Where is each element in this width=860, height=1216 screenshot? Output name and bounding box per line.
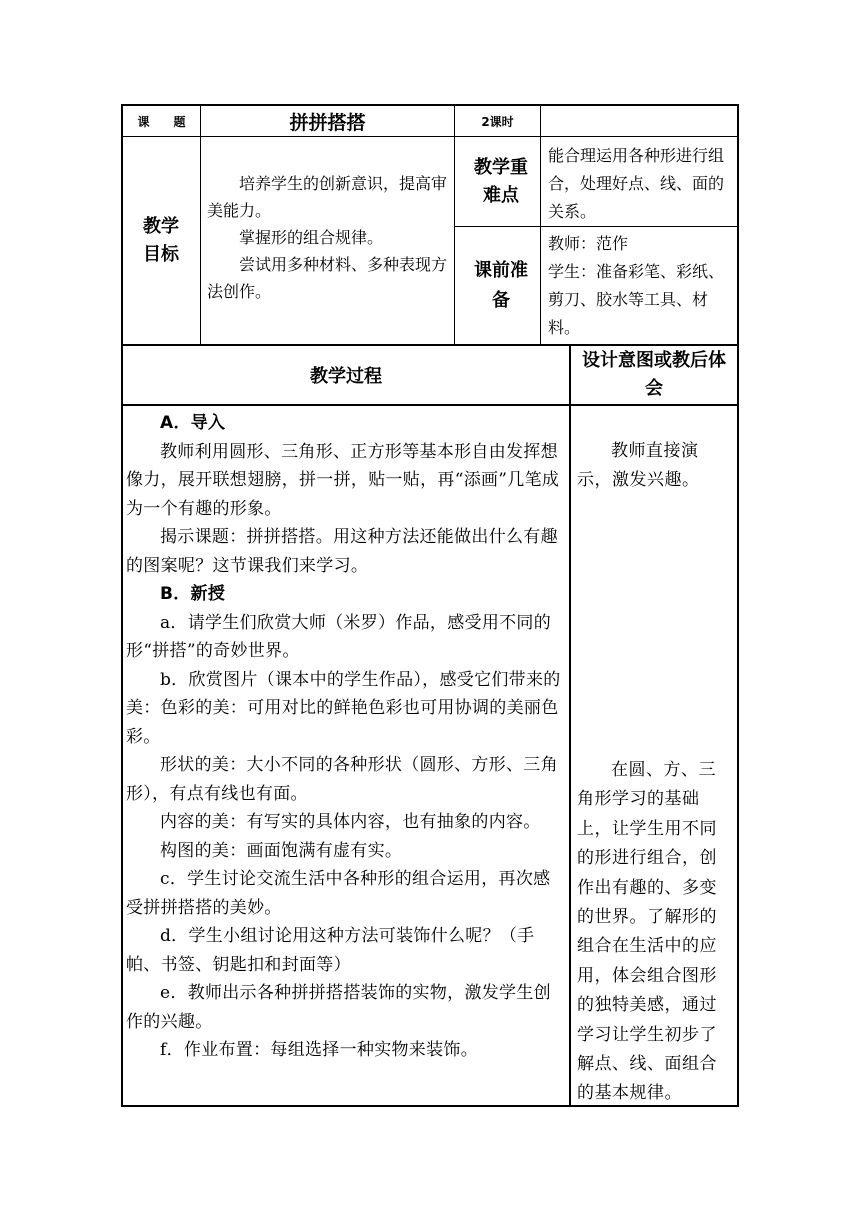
row-divider	[121, 404, 739, 406]
intent-note	[577, 756, 733, 1109]
objective-item: 培养学生的创新意识，提高审美能力。	[207, 174, 448, 220]
col-divider	[200, 104, 201, 346]
process-paragraph: e．教师出示各种拼拼搭搭装饰的实物，激发学生创作的兴趣。	[126, 983, 551, 1032]
key-points-value: 能合理运用各种形进行组合，处理好点、线、面的关系。	[548, 146, 725, 221]
process-paragraph: 内容的美：有写实的具体内容，也有抽象的内容。	[160, 812, 541, 832]
process-body	[126, 409, 565, 1065]
intent-note	[577, 437, 733, 496]
process-paragraph: 形状的美：大小不同的各种形状（圆形、方形、三角形），有点有线也有面。	[126, 755, 558, 804]
process-paragraph: a．请学生们欣赏大师（米罗）作品，感受用不同的形“拼搭”的奇妙世界。	[126, 612, 552, 661]
preparation-student: 学生：准备彩笔、彩纸、剪刀、胶水等工具、材料。	[548, 262, 725, 337]
intent-note-text: 教师直接演示，激发兴趣。	[577, 441, 700, 491]
process-paragraph: 构图的美：画面饱满有虚有实。	[160, 840, 403, 861]
process-paragraph: 揭示课题：拼拼搭搭。用这种方法还能做出什么有趣的图案呢？这节课我们来学习。	[126, 527, 558, 576]
process-paragraph: c．学生讨论交流生活中各种形的组合运用，再次感受拼拼搭搭的美妙。	[126, 869, 551, 918]
intent-note-text: 在圆、方、三角形学习的基础上，让学生用不同的形进行组合，创作出有趣的、多变的世界。了解形的组合在生活中的应用，体会组合图形的独特美感，通过学习让学生初步了解点、线、面组合的基本规律。	[577, 760, 717, 1104]
lesson-title: 拼拼搭搭	[289, 111, 366, 134]
row-divider	[121, 136, 739, 137]
key-points-label: 教学重难点	[474, 156, 528, 206]
col-divider	[540, 104, 541, 346]
preparation-label: 课前准备	[474, 260, 528, 311]
objective-item: 尝试用多种材料、多种表现方法创作。	[207, 255, 448, 301]
key-points-text	[548, 142, 734, 226]
process-paragraph: d．学生小组讨论用这种方法可装饰什么呢？（手帕、书签、钥匙扣和封面等）	[126, 926, 535, 975]
preparation-teacher: 教师：范作	[548, 234, 629, 253]
preparation-text	[548, 230, 734, 342]
process-paragraph: 教师利用圆形、三角形、正方形等基本形自由发挥想像力，展开联想翅膀，拼一拼，贴一贴，再“添画”几笔成为一个有趣的形象。	[126, 441, 560, 519]
objectives-list	[207, 170, 449, 305]
intent-header: 设计意图或教后体会	[582, 350, 726, 399]
col-divider	[454, 104, 455, 346]
objectives-label: 教学目标	[143, 216, 179, 265]
section-b-title: B．新授	[160, 584, 226, 604]
section-a-title: A．导入	[160, 413, 226, 433]
hours-extra	[541, 106, 737, 136]
objective-item: 掌握形的组合规律。	[239, 228, 384, 247]
process-paragraph: b．欣赏图片（课本中的学生作品），感受它们带来的美：色彩的美：可用对比的鲜艳色彩也可用协调的美丽色彩。	[126, 669, 561, 747]
process-paragraph: f．作业布置：每组选择一种实物来装饰。	[160, 1040, 478, 1060]
col-divider	[569, 344, 571, 1107]
topic-label: 课 题	[137, 114, 186, 129]
lesson-hours: 2课时	[481, 114, 514, 129]
process-header: 教学过程	[310, 366, 382, 387]
